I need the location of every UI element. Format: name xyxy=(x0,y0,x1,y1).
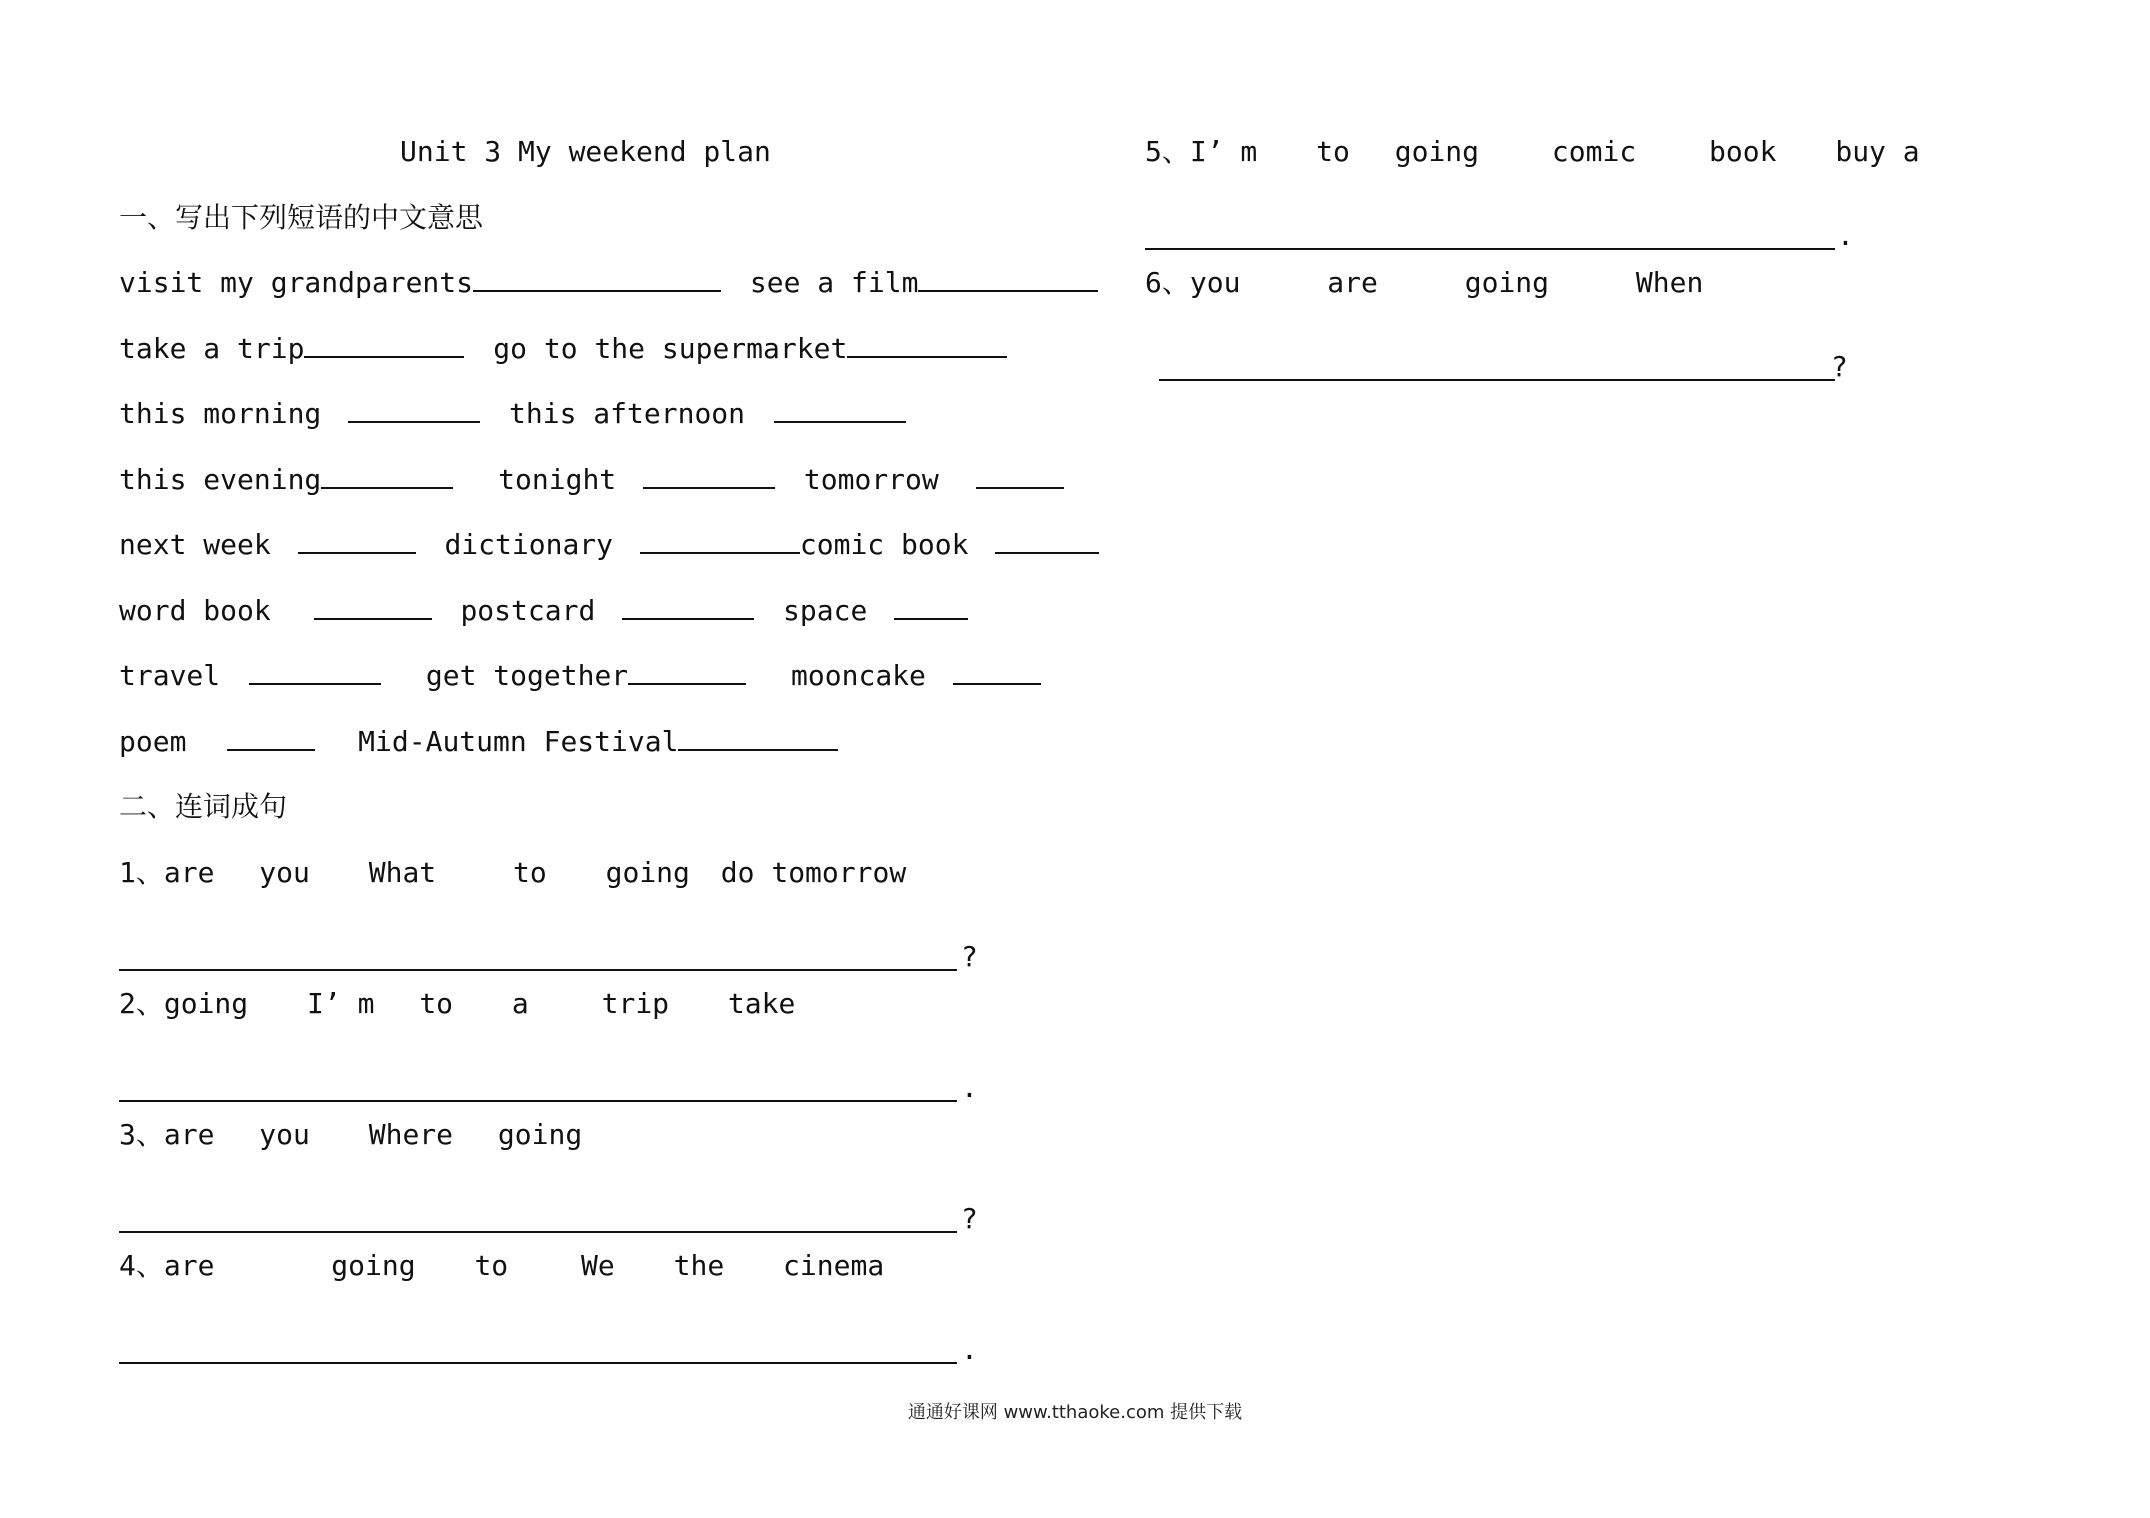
phrase: visit my grandparents xyxy=(119,266,474,299)
answer-blank[interactable] xyxy=(774,393,906,423)
word: you xyxy=(1189,266,1241,299)
word: are xyxy=(163,855,215,889)
answer-blank[interactable] xyxy=(249,655,381,685)
scrambled-words xyxy=(119,1239,1019,1305)
word: When xyxy=(1635,266,1704,299)
answer-blank[interactable] xyxy=(918,262,1098,292)
word: are xyxy=(163,1248,215,1282)
word: comic xyxy=(1551,135,1637,168)
word: going xyxy=(1394,135,1480,168)
answer-blank[interactable] xyxy=(321,459,453,489)
answer-blank[interactable] xyxy=(643,459,775,489)
section1-heading: 一、写出下列短语的中文意思 xyxy=(119,200,484,234)
word: to xyxy=(419,986,454,1020)
phrase: see a film xyxy=(749,266,919,299)
word: a xyxy=(511,986,529,1020)
answer-row xyxy=(119,1042,1019,1108)
item-number: 5、 xyxy=(1145,135,1190,168)
answer-blank[interactable] xyxy=(622,590,754,620)
phrase: poem xyxy=(119,724,187,758)
item-number: 3、 xyxy=(119,1117,164,1151)
phrase-row xyxy=(119,649,1019,715)
word: I’ m xyxy=(307,986,375,1020)
section2-heading: 二、连词成句 xyxy=(119,790,288,823)
phrase: mooncake xyxy=(791,659,926,692)
word: you xyxy=(259,855,310,889)
answer-row xyxy=(119,1304,1019,1370)
answer-blank[interactable] xyxy=(227,721,315,751)
scrambled-words xyxy=(1145,125,1920,191)
answer-blank[interactable] xyxy=(953,655,1041,685)
item-number: 6、 xyxy=(1145,266,1190,299)
end-punctuation: ? xyxy=(961,939,978,973)
word: going xyxy=(163,986,249,1020)
phrase-row xyxy=(119,584,1019,650)
left-column xyxy=(119,125,1019,1370)
end-punctuation: . xyxy=(961,1332,978,1366)
end-punctuation: ? xyxy=(961,1201,978,1235)
word: going xyxy=(497,1117,583,1151)
scrambled-words xyxy=(119,846,1019,912)
word: do tomorrow xyxy=(720,855,907,889)
word: book xyxy=(1709,135,1777,168)
word: going xyxy=(1464,266,1550,299)
answer-blank[interactable] xyxy=(348,393,480,423)
phrase: space xyxy=(783,593,868,627)
word: trip xyxy=(601,986,670,1020)
end-punctuation: . xyxy=(1837,219,1854,252)
phrase: postcard xyxy=(460,593,596,627)
right-column xyxy=(1145,125,1920,387)
word: Where xyxy=(368,1117,454,1151)
phrase-row xyxy=(119,256,1019,322)
word: take xyxy=(727,986,796,1020)
answer-blank[interactable] xyxy=(314,590,432,620)
phrase: word book xyxy=(119,593,271,627)
scrambled-words xyxy=(119,1108,1019,1174)
word: the xyxy=(673,1248,725,1282)
answer-blank[interactable] xyxy=(628,655,746,685)
phrase-row xyxy=(119,715,1019,781)
phrase-row xyxy=(119,453,1019,519)
answer-blank[interactable] xyxy=(298,524,416,554)
word: We xyxy=(581,1248,615,1282)
answer-blank[interactable] xyxy=(976,459,1064,489)
answer-row xyxy=(1145,191,1905,257)
answer-blank[interactable] xyxy=(473,262,721,292)
answer-row xyxy=(1145,322,1905,388)
answer-blank[interactable] xyxy=(304,328,464,358)
footer-credit: 通通好课网 www.tthaoke.com 提供下载 xyxy=(907,1402,1243,1423)
phrase-row xyxy=(119,322,1019,388)
word: are xyxy=(163,1117,215,1151)
phrase: this afternoon xyxy=(509,397,746,430)
phrase: go to the supermarket xyxy=(493,331,848,365)
scrambled-words xyxy=(1145,256,1905,322)
phrase-row xyxy=(119,387,1019,453)
phrase: tonight xyxy=(498,462,617,496)
answer-line[interactable] xyxy=(119,969,957,971)
item-number: 2、 xyxy=(119,986,164,1020)
item-number: 1、 xyxy=(119,855,164,889)
worksheet-title: Unit 3 My weekend plan xyxy=(400,135,771,168)
word: going xyxy=(605,855,690,889)
answer-line[interactable] xyxy=(119,1362,957,1364)
answer-row xyxy=(119,911,1019,977)
word: I’ m xyxy=(1189,135,1258,168)
phrase: comic book xyxy=(799,528,969,561)
word: buy a xyxy=(1835,135,1920,168)
phrase: Mid-Autumn Festival xyxy=(358,724,679,758)
answer-row xyxy=(119,1173,1019,1239)
phrase: dictionary xyxy=(444,528,614,561)
answer-blank[interactable] xyxy=(640,524,800,554)
end-punctuation: ? xyxy=(1831,350,1848,383)
answer-blank[interactable] xyxy=(847,328,1007,358)
scrambled-words xyxy=(119,977,1019,1043)
phrase-row xyxy=(119,518,1019,584)
answer-line[interactable] xyxy=(119,1100,957,1102)
word: are xyxy=(1327,266,1378,299)
phrase: this evening xyxy=(119,462,322,496)
phrase: this morning xyxy=(119,397,322,430)
phrase: tomorrow xyxy=(803,462,939,496)
word: you xyxy=(259,1117,310,1151)
word: to xyxy=(474,1248,509,1282)
phrase: travel xyxy=(119,659,221,692)
word: What xyxy=(368,855,437,889)
answer-line[interactable] xyxy=(119,1231,957,1233)
word: to xyxy=(1316,135,1350,168)
answer-line[interactable] xyxy=(1159,379,1835,381)
word: to xyxy=(513,855,547,889)
phrase: take a trip xyxy=(119,331,305,365)
item-number: 4、 xyxy=(119,1248,164,1282)
word: going xyxy=(331,1248,416,1282)
answer-blank[interactable] xyxy=(678,721,838,751)
word: cinema xyxy=(783,1248,885,1282)
answer-line[interactable] xyxy=(1145,248,1835,250)
end-punctuation: . xyxy=(961,1070,978,1104)
phrase: get together xyxy=(425,659,629,692)
answer-blank[interactable] xyxy=(894,590,968,620)
answer-blank[interactable] xyxy=(995,524,1099,554)
phrase: next week xyxy=(119,528,271,561)
